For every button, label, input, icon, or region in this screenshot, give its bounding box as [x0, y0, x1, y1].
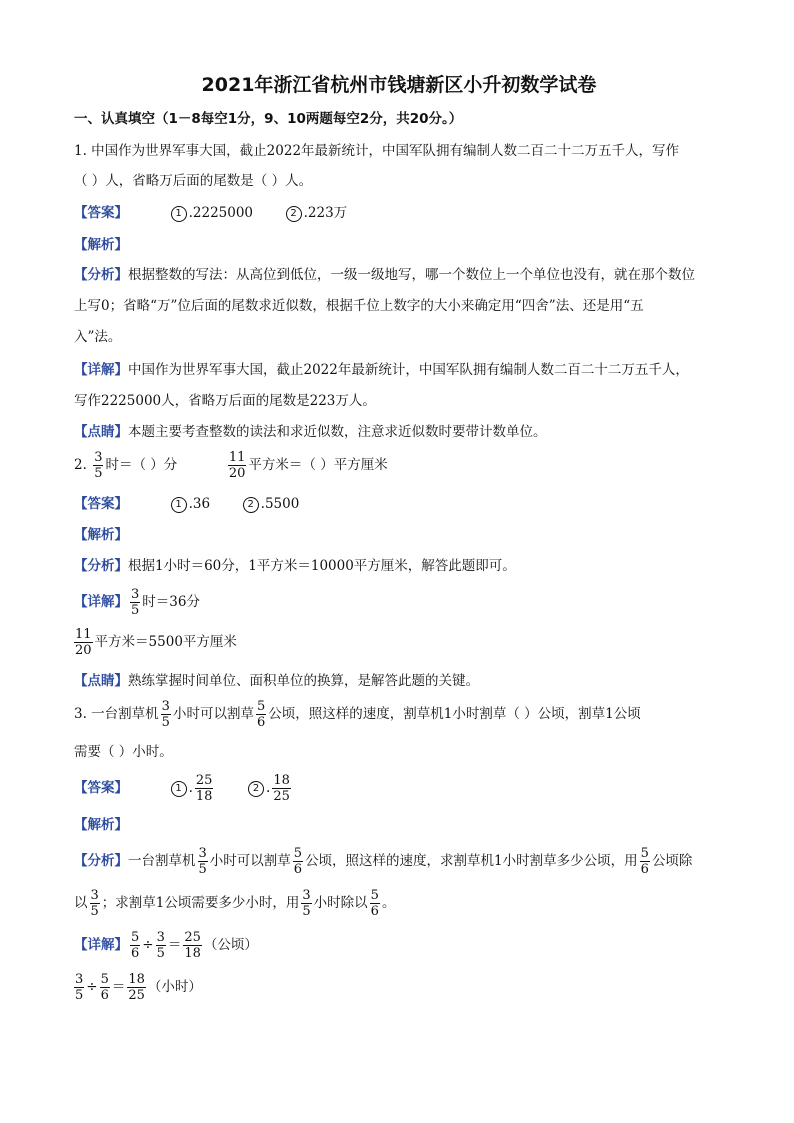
- fraction: $\frac{3}{5}$: [94, 450, 103, 481]
- q1-point: 【点睛】本题主要考查整数的读法和求近似数，注意求近似数时要带计数单位。: [74, 424, 547, 440]
- section-heading: 一、认真填空（1－8每空1分，9、10两题每空2分，共20分。）: [74, 111, 463, 127]
- fraction: $\frac{3}{5}$: [161, 699, 170, 730]
- fraction: $\frac{11}{20}$: [228, 450, 246, 481]
- q1-detail-line1: 【详解】中国作为世界军事大国，截止2022年最新统计，中国军队拥有编制人数二百二十二万五千人，: [74, 362, 689, 378]
- q3-answer-row: 【答案】 1 . $\frac{25}{18}$ 2 . $\frac{18}{25}$: [74, 773, 290, 804]
- page-title: 2021年浙江省杭州市钱塘新区小升初数学试卷: [201, 74, 597, 96]
- circle-2-icon: 2: [243, 497, 259, 513]
- circle-1-icon: 1: [171, 781, 187, 797]
- q1-detail-line2: 写作2225000人，省略万后面的尾数是223万人。: [74, 393, 376, 409]
- circle-1-icon: 1: [171, 497, 187, 513]
- fraction: $\frac{25}{18}$: [195, 773, 213, 804]
- q1-analysis-tag: 【解析】: [74, 237, 128, 253]
- answer-tag: 【答案】: [74, 205, 128, 221]
- q2-point: 【点睛】熟练掌握时间单位、面积单位的换算，是解答此题的关键。: [74, 673, 479, 689]
- circle-1-icon: 1: [171, 206, 187, 222]
- circle-2-icon: 2: [248, 781, 264, 797]
- q2-analysis-tag: 【解析】: [74, 527, 128, 543]
- q3-fenxi-line2: 以 $\frac{3}{5}$ ；求割草1公顷需要多少小时，用 $\frac{3}{5}$ 小时除以 $\frac{5}{6}$ 。: [74, 888, 396, 919]
- fraction: $\frac{11}{20}$: [75, 627, 92, 658]
- q3-analysis-tag: 【解析】: [74, 817, 128, 833]
- q3-fenxi-line1: 【分析】一台割草机 $\frac{3}{5}$ 小时可以割草 $\frac{5}{6}$ 公顷，照这样的速度，求割草机1小时割草多少公顷，用 $\frac{5}{6}$ 公顷除: [74, 846, 693, 877]
- q2-answer-row: 【答案】 1 .36 2 .5500: [74, 496, 300, 512]
- fraction: $\frac{18}{25}$: [273, 773, 290, 804]
- q2-detail-1: 【详解】 $\frac{3}{5}$ 时＝36分: [74, 587, 200, 618]
- q2-detail-2: $\frac{11}{20}$ 平方米＝5500平方厘米: [75, 627, 237, 658]
- q1-fenxi-line1: 【分析】根据整数的写法：从高位到低位，一级一级地写，哪一个数位上一个单位也没有，就在那个数位: [74, 267, 695, 283]
- q1-fenxi-line3: 入”法。: [74, 329, 122, 345]
- q3-question-line1: 3. 一台割草机 $\frac{3}{5}$ 小时可以割草 $\frac{5}{6}$ 公顷，照这样的速度，割草机1小时割草（ ）公顷，割草1公顷: [74, 699, 641, 730]
- q1-text-line2: （ ）人，省略万后面的尾数是（ ）人。: [74, 173, 313, 189]
- q2-fenxi: 【分析】根据1小时＝60分，1平方米＝10000平方厘米，解答此题即可。: [74, 558, 516, 574]
- q1-fenxi-line2: 上写0；省略“万”位后面的尾数求近似数，根据千位上数字的大小来确定用“四舍”法、还是用“五: [74, 298, 644, 314]
- q1-answer-row: [74, 204, 347, 222]
- q3-question-line2: 需要（ ）小时。: [74, 744, 173, 760]
- fraction: $\frac{5}{6}$: [256, 699, 266, 730]
- q1-answer-2: .223万: [303, 205, 348, 221]
- q1-answer-1: .2225000: [188, 205, 254, 221]
- fraction: $\frac{3}{5}$: [131, 587, 140, 618]
- q3-detail-1: 【详解】 $\frac{5}{6}$ ÷ $\frac{3}{5}$ ＝ $\frac{25}{18}$ （公顷）: [74, 930, 258, 961]
- q1-text-line1: 1. 中国作为世界军事大国，截止2022年最新统计，中国军队拥有编制人数二百二十二万五千人，写作: [74, 143, 680, 159]
- q3-detail-2: $\frac{3}{5}$ ÷ $\frac{5}{6}$ ＝ $\frac{18}{25}$ （小时）: [75, 972, 202, 1003]
- circle-2-icon: 2: [286, 206, 302, 222]
- q2-question: 2. $\frac{3}{5}$ 时＝（ ）分 $\frac{11}{20}$ 平方米＝（ ）平方厘米: [74, 450, 388, 481]
